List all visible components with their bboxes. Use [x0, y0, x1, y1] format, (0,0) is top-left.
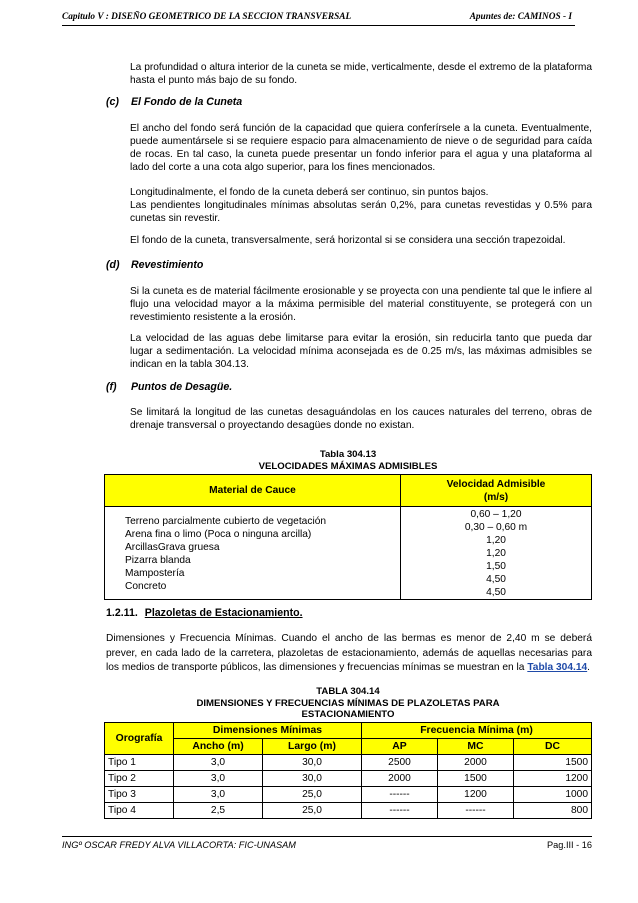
ap-cell: ------ [362, 803, 438, 819]
velocidad-header-line1: Velocidad Admisible [446, 478, 546, 490]
table2-caption-number: TABLA 304.14 [316, 686, 380, 697]
table-row [105, 755, 592, 771]
section-c-title: El Fondo de la Cuneta [130, 96, 243, 108]
mc-cell: ------ [438, 803, 514, 819]
ancho-cell: 3,0 [174, 755, 263, 771]
mc-header: MC [438, 739, 514, 755]
section-1211-heading [106, 607, 303, 619]
material-item: Terreno parcialmente cubierto de vegetación [125, 516, 327, 527]
notes-title: Apuntes de: CAMINOS - I [469, 12, 572, 22]
section-c-letter: (c) [106, 96, 119, 108]
material-item: Pizarra blanda [125, 555, 191, 566]
table2-caption-title: DIMENSIONES Y FRECUENCIAS MÍNIMAS DE PLAZOLETAS PARA [196, 697, 500, 709]
largo-header: Largo (m) [263, 739, 362, 755]
section-c-paragraph-1: El ancho del fondo será función de la capacidad que quiera conferírsele a la cuneta. Eventualmente, puede aumentársele si se requiere espacio para almacenamiento de nieve o de seguridad para caída de rocas. En tal caso, la cuneta puede presentar un fondo inferior para el agua y una plataforma al lado del corte a una cota algo superior, para los fines mencionados. [130, 123, 592, 173]
velocity-item: 0,60 – 1,20 [470, 509, 522, 520]
section-f-heading [106, 381, 232, 393]
orografia-cell: Tipo 4 [105, 803, 174, 819]
dc-cell: 1000 [514, 787, 592, 803]
section-1211-title: Plazoletas de Estacionamiento. [144, 607, 303, 619]
ap-header: AP [362, 739, 438, 755]
ap-cell: 2500 [362, 755, 438, 771]
section-d-title: Revestimiento [130, 259, 204, 271]
material-item: ArcillasGrava gruesa [125, 542, 220, 553]
ancho-cell: 2,5 [174, 803, 263, 819]
section-1211-number: 1.2.11. [106, 607, 138, 619]
velocidades-table [104, 474, 592, 600]
section-c-paragraph-2a: Longitudinalmente, el fondo de la cuneta deberá ser continuo, sin puntos bajos. [130, 187, 489, 198]
section-d-letter: (d) [106, 259, 120, 271]
plazoletas-table [104, 722, 592, 819]
frecuencia-group-header: Frecuencia Mínima (m) [362, 723, 592, 739]
section-c-heading [106, 96, 242, 108]
section-1211-text-end: . [587, 662, 590, 673]
ap-cell: ------ [362, 787, 438, 803]
mc-cell: 1200 [438, 787, 514, 803]
velocity-list-cell [401, 507, 592, 600]
section-c-paragraph-2 [130, 186, 592, 225]
mc-cell: 2000 [438, 755, 514, 771]
section-d-paragraph-1: Si la cuneta es de material fácilmente erosionable y se proyecta con una pendiente tal que le infiere al flujo una velocidad mayor a la máxima permisible del material constituyente, se protegerá con un revestimiento resistente a la erosión. [130, 286, 592, 323]
section-d-paragraph-2: La velocidad de las aguas debe limitarse para evitar la erosión, sin reducirla tanto que pueda dar lugar a sedimentación. La velocidad mínima aconsejada es de 0.25 m/s, las máximas admisibles se indican en la tabla 304.13. [130, 333, 592, 370]
velocidad-column-header [401, 475, 592, 507]
table1-caption-title: VELOCIDADES MÁXIMAS ADMISIBLES [258, 460, 438, 472]
section-c-paragraph-2b: Las pendientes longitudinales mínimas absolutas serán 0,2%, para cunetas revestidas y 0.5% para cunetas sin revestir. [130, 200, 592, 224]
mc-cell: 1500 [438, 771, 514, 787]
velocity-item: 0,30 – 0,60 m [464, 522, 528, 533]
page-footer [62, 836, 592, 851]
velocity-item: 1,50 [486, 561, 506, 572]
dc-cell: 800 [514, 803, 592, 819]
section-f-letter: (f) [106, 381, 117, 393]
velocity-item: 1,20 [486, 548, 506, 559]
ancho-cell: 3,0 [174, 787, 263, 803]
largo-cell: 30,0 [263, 771, 362, 787]
section-c-paragraph-3: El fondo de la cuneta, transversalmente, será horizontal si se considera una sección trapezoidal. [130, 235, 566, 246]
material-item: Mampostería [125, 568, 185, 579]
section-f-title: Puntos de Desagüe. [130, 381, 233, 393]
section-d-heading [106, 259, 203, 271]
table-row [105, 771, 592, 787]
material-item: Concreto [125, 581, 167, 592]
table1-caption-number: Tabla 304.13 [319, 449, 377, 460]
ancho-cell: 3,0 [174, 771, 263, 787]
velocity-item: 4,50 [486, 574, 506, 585]
dc-cell: 1500 [514, 755, 592, 771]
ancho-header: Ancho (m) [174, 739, 263, 755]
largo-cell: 30,0 [263, 755, 362, 771]
table1-caption [104, 449, 592, 472]
dc-header: DC [514, 739, 592, 755]
dc-cell: 1200 [514, 771, 592, 787]
author-credit: INGº OSCAR FREDY ALVA VILLACORTA: FIC-UNASAM [62, 840, 296, 850]
chapter-title: Capitulo V : DISEÑO GEOMETRICO DE LA SECCION TRANSVERSAL [62, 12, 352, 22]
velocidad-header-line2: (m/s) [483, 491, 509, 503]
largo-cell: 25,0 [263, 787, 362, 803]
largo-cell: 25,0 [263, 803, 362, 819]
orografia-cell: Tipo 3 [105, 787, 174, 803]
section-1211-text: Dimensiones y Frecuencia Mínimas. Cuando el ancho de las bermas es menor de 2,40 m se deberá prever, en cada lado de la carretera, plazoletas de estacionamiento, además de aquellas necesarias para los medios de transporte públicos, las dimensiones y frecuencias mínimas se muestran en la [106, 633, 592, 673]
table2-caption [104, 686, 592, 721]
material-column-header: Material de Cauce [105, 475, 401, 507]
orografia-header: Orografía [105, 723, 174, 755]
table2-caption-title-2: ESTACIONAMIENTO [301, 709, 395, 720]
dimensiones-group-header: Dimensiones Mínimas [174, 723, 362, 739]
material-list-cell [105, 507, 401, 600]
intro-paragraph: La profundidad o altura interior de la cuneta se mide, verticalmente, desde el extremo de la plataforma hasta el punto más bajo de su fondo. [130, 62, 592, 86]
table-row [105, 787, 592, 803]
ap-cell: 2000 [362, 771, 438, 787]
tabla-30414-link[interactable]: Tabla 304.14 [527, 662, 588, 673]
velocity-item: 4,50 [486, 587, 506, 598]
velocity-item: 1,20 [486, 535, 506, 546]
orografia-cell: Tipo 2 [105, 771, 174, 787]
material-item: Arena fina o limo (Poca o ninguna arcilla) [125, 529, 312, 540]
page-header [62, 11, 575, 26]
section-1211-paragraph [106, 632, 592, 676]
section-f-paragraph-1: Se limitará la longitud de las cunetas desaguándolas en los cauces naturales del terreno, obras de drenaje transversal o proyectando desagües donde no existan. [130, 407, 592, 431]
orografia-cell: Tipo 1 [105, 755, 174, 771]
page-number: Pag.III - 16 [547, 840, 592, 850]
table-row [105, 803, 592, 819]
